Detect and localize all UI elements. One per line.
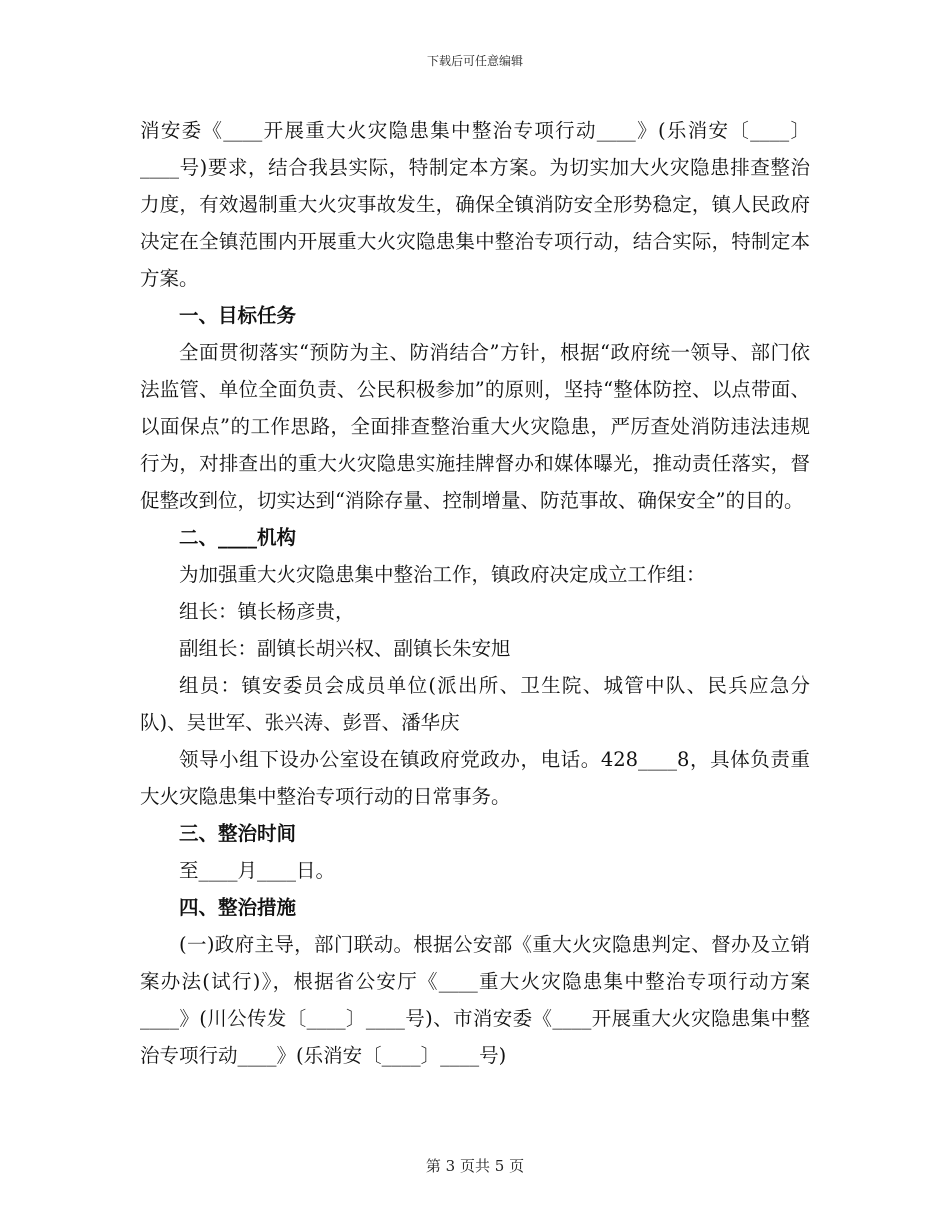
section-heading-measures: 四、整治措施 [179,896,297,919]
leader-line: 组长：镇长杨彦贵， [179,600,355,623]
page-header: 下载后可任意编辑 [426,54,523,68]
deputy-leader-line: 副组长：副镇长胡兴权、副镇长朱安旭 [179,637,511,660]
section-heading-goals: 一、目标任务 [179,304,297,327]
schedule-line: 至____月____日。 [179,859,336,882]
goals-paragraph: 全面贯彻落实“预防为主、防消结合”方针，根据“政府统一领导、部门依法监管、单位全面负责、公民积极参加”的原则，坚持“整体防控、以点带面、以面保点”的工作思路，全面排查整治重大火灾隐患，严厉查处消防违法违规行为，对排查出的重大火灾隐患实施挂牌督办和媒体曝光，推动责任落实，督促整改到位，切实达到“消除存量、控制增量、防范事故、确保安全”的目的。 [140,341,810,512]
measures-paragraph: (一)政府主导，部门联动。根据公安部《重大火灾隐患判定、督办及立销案办法(试行)》，根据省公安厅《____重大火灾隐患集中整治专项行动方案____》(川公传发〔____〕____号)、市消安委《____开展重大火灾隐患集中整治专项行动____》(乐消安〔____〕____号) [140,933,810,1067]
members-paragraph: 组员：镇安委员会成员单位(派出所、卫生院、城管中队、民兵应急分队)、吴世军、张兴涛、彭晋、潘华庆 [140,674,810,734]
page-number-footer: 第 3 页共 5 页 [425,1157,525,1175]
organization-intro-paragraph: 为加强重大火灾隐患集中整治工作，镇政府决定成立工作组： [179,563,706,586]
office-paragraph: 领导小组下设办公室设在镇政府党政办，电话。428____8，具体负责重大火灾隐患集中整治专项行动的日常事务。 [140,748,810,808]
document-body [140,112,810,1074]
section-heading-organization: 二、____机构 [179,526,297,549]
section-heading-schedule: 三、整治时间 [179,822,297,845]
intro-paragraph: 消安委《____开展重大火灾隐患集中整治专项行动____》(乐消安〔____〕____号)要求，结合我县实际，特制定本方案。为切实加大火灾隐患排查整治力度，有效遏制重大火灾事故发生，确保全镇消防安全形势稳定，镇人民政府决定在全镇范围内开展重大火灾隐患集中整治专项行动，结合实际，特制定本方案。 [140,119,810,290]
